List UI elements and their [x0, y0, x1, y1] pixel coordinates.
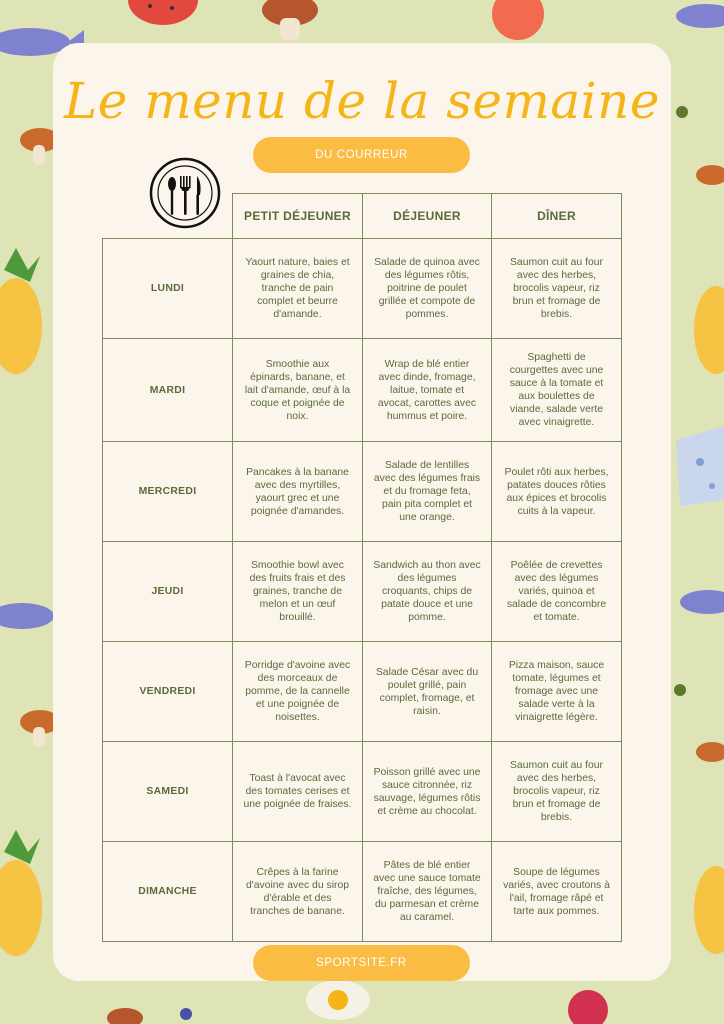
dinner-cell: Soupe de légumes variés, avec croutons à l'ail, fromage râpé et tarte aux pommes. [492, 842, 622, 942]
breakfast-cell: Smoothie aux épinards, banane, et lait d'amande, œuf à la coque et poignée de noix. [233, 339, 363, 442]
lunch-cell: Salade César avec du poulet grillé, pain complet, fromage, et raisin. [363, 642, 492, 742]
column-header-dinner: DÎNER [492, 194, 622, 239]
header-row [103, 194, 622, 239]
table-row [103, 442, 622, 542]
breakfast-cell: Yaourt nature, baies et graines de chia, tranche de pain complet et beurre d'amande. [233, 239, 363, 339]
table-row [103, 642, 622, 742]
fish-icon [680, 590, 724, 614]
page-title: Le menu de la semaine [64, 72, 660, 130]
table-row [103, 239, 622, 339]
egg-icon [306, 980, 370, 1020]
breakfast-cell: Porridge d'avoine avec des morceaux de pomme, de la cannelle et une poignée de noisettes. [233, 642, 363, 742]
subtitle-badge: DU COURREUR [253, 137, 470, 173]
mushroom-icon [262, 0, 318, 40]
day-label: DIMANCHE [103, 842, 233, 942]
mushroom-icon [696, 742, 724, 762]
breakfast-cell: Pancakes à la banane avec des myrtilles, yaourt grec et une poignée d'amandes. [233, 442, 363, 542]
mushroom-icon [696, 165, 724, 185]
pineapple-icon [694, 866, 724, 954]
pineapple-icon [0, 830, 42, 956]
day-label: JEUDI [103, 542, 233, 642]
watermelon-slice-icon [128, 0, 198, 25]
lunch-cell: Salade de lentilles avec des légumes frais et du fromage feta, pain pita complet et une orange. [363, 442, 492, 542]
breakfast-cell: Smoothie bowl avec des fruits frais et des graines, tranche de melon et un œuf brouillé. [233, 542, 363, 642]
mushroom-icon [107, 1008, 143, 1024]
column-header-breakfast: PETIT DÉJEUNER [233, 194, 363, 239]
breakfast-cell: Toast à l'avocat avec des tomates cerises et une poignée de fraises. [233, 742, 363, 842]
table-row [103, 742, 622, 842]
radish-icon [568, 990, 608, 1024]
lunch-cell: Pâtes de blé entier avec une sauce tomate fraîche, des légumes, du parmesan et crème au caramel. [363, 842, 492, 942]
peach-icon [492, 0, 544, 40]
lunch-cell: Sandwich au thon avec des légumes croquants, chips de patate douce et une pomme. [363, 542, 492, 642]
dinner-cell: Saumon cuit au four avec des herbes, brocolis vapeur, riz brun et fromage de brebis. [492, 239, 622, 339]
pineapple-icon [0, 248, 42, 374]
cheese-icon [676, 426, 724, 506]
dinner-cell: Poêlée de crevettes avec des légumes variés, quinoa et salade de concombre et tomate. [492, 542, 622, 642]
dinner-cell: Spaghetti de courgettes avec une sauce à la tomate et aux boulettes de viande, salade verte avec vinaigrette. [492, 339, 622, 442]
blueberry-icon [180, 1008, 192, 1020]
breakfast-cell: Crêpes à la farine d'avoine avec du sirop d'érable et des tranches de banane. [233, 842, 363, 942]
dinner-cell: Saumon cuit au four avec des herbes, brocolis vapeur, riz brun et fromage de brebis. [492, 742, 622, 842]
olive-icon [674, 106, 688, 696]
weekly-menu-table [102, 193, 622, 942]
table-row [103, 339, 622, 442]
corner-cell [103, 194, 233, 239]
table-row [103, 542, 622, 642]
day-label: VENDREDI [103, 642, 233, 742]
lunch-cell: Wrap de blé entier avec dinde, fromage, laitue, tomate et avocat, carottes avec hummus et poire. [363, 339, 492, 442]
table-row [103, 842, 622, 942]
day-label: SAMEDI [103, 742, 233, 842]
pineapple-icon [694, 286, 724, 374]
day-label: MARDI [103, 339, 233, 442]
dinner-cell: Pizza maison, sauce tomate, légumes et fromage avec une salade verte à la vinaigrette légère. [492, 642, 622, 742]
lunch-cell: Salade de quinoa avec des légumes rôtis, poitrine de poulet grillée et compote de pommes. [363, 239, 492, 339]
dinner-cell: Poulet rôti aux herbes, patates douces rôties aux épices et brocolis cuits à la vapeur. [492, 442, 622, 542]
fish-icon [676, 4, 724, 28]
day-label: MERCREDI [103, 442, 233, 542]
lunch-cell: Poisson grillé avec une sauce citronnée, riz sauvage, légumes rôtis et crème au chocolat. [363, 742, 492, 842]
day-label: LUNDI [103, 239, 233, 339]
footer-badge: SPORTSITE.FR [253, 945, 470, 981]
column-header-lunch: DÉJEUNER [363, 194, 492, 239]
